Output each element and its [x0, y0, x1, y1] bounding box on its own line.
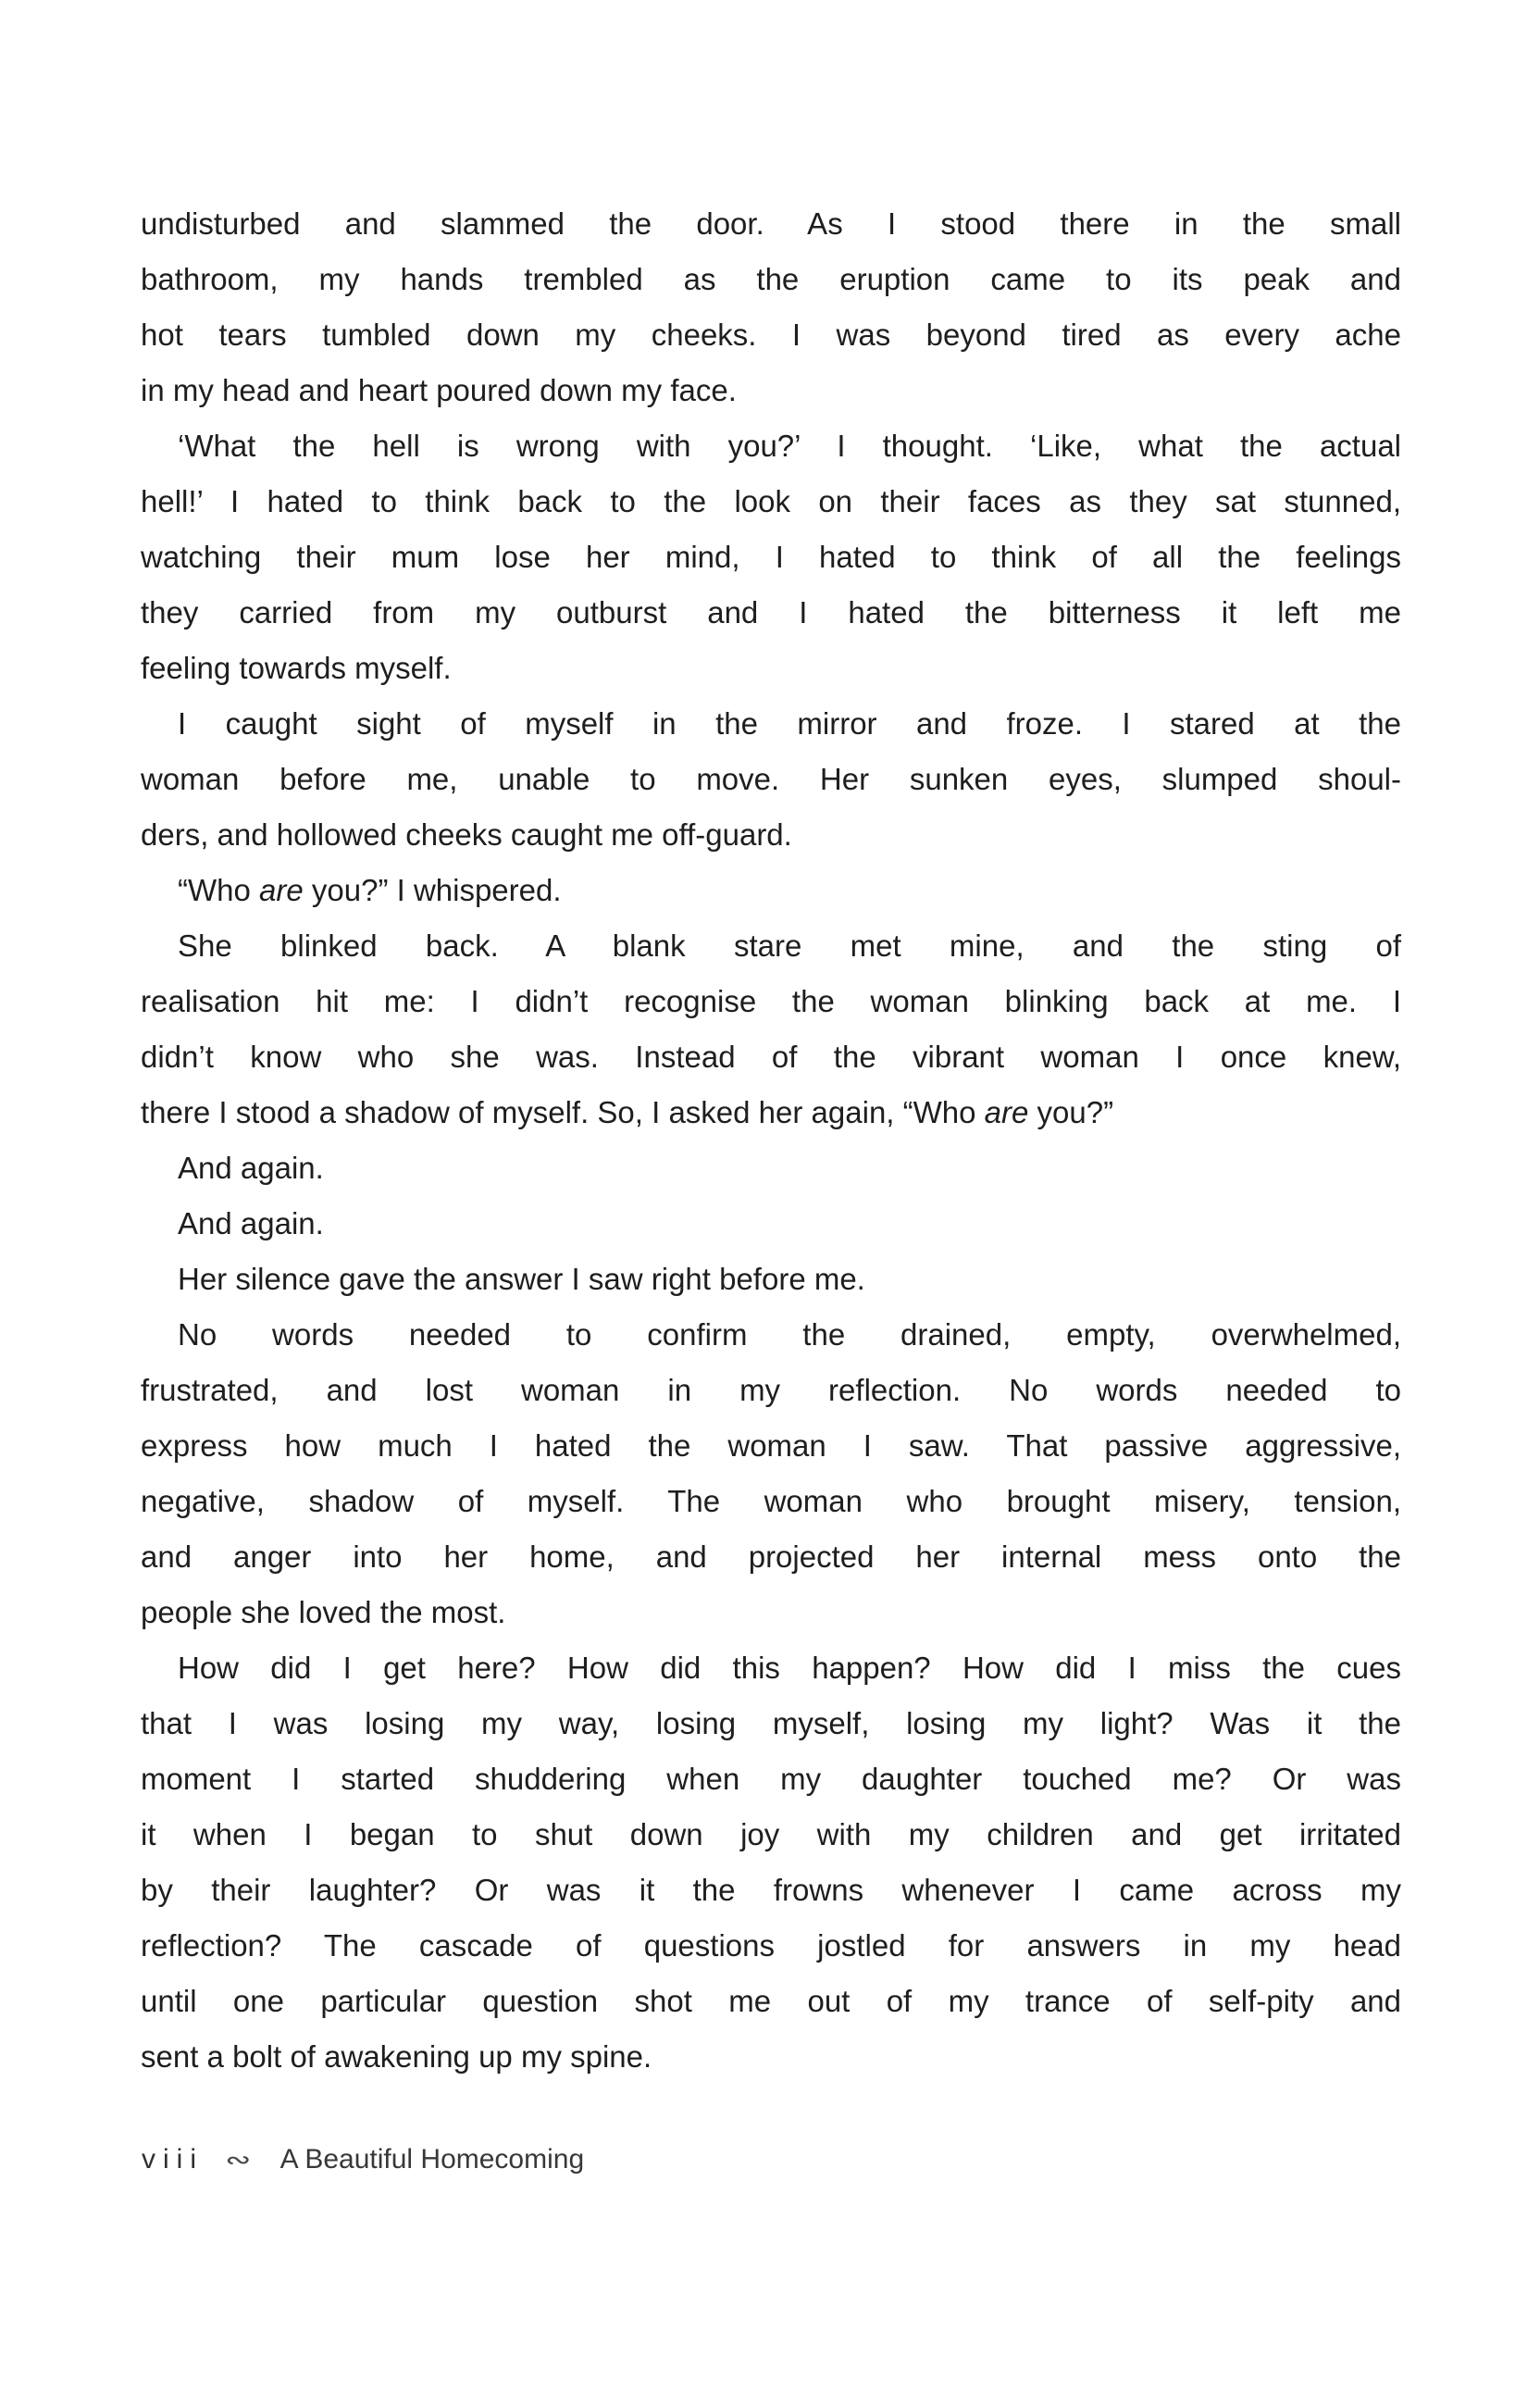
text-line: ‘What the hell is wrong with you?’ I thought. ‘Like, what the actual [178, 429, 1401, 463]
paragraph [141, 1196, 1401, 1252]
text-line: And again. [178, 1206, 324, 1240]
text-line: in my head and heart poured down my face. [141, 373, 737, 407]
text-line: that I was losing my way, losing myself, losing my light? Was it the [141, 1706, 1401, 1740]
page-text [141, 196, 1401, 2085]
text-line: they carried from my outburst and I hated the bitterness it left me [141, 595, 1401, 629]
text-line: Her silence gave the answer I saw right before me. [178, 1262, 865, 1296]
paragraph [141, 696, 1401, 863]
text-line: until one particular question shot me out of my trance of self-pity and [141, 1984, 1401, 2018]
paragraph [141, 918, 1401, 1140]
text-line: didn’t know who she was. Instead of the vibrant woman I once knew, [141, 1040, 1401, 1074]
text-line: ders, and hollowed cheeks caught me off-guard. [141, 817, 792, 852]
text-line: express how much I hated the woman I saw. That passive aggressive, [141, 1428, 1401, 1463]
text-line: and anger into her home, and projected her internal mess onto the [141, 1539, 1401, 1574]
text-line: frustrated, and lost woman in my reflection. No words needed to [141, 1373, 1401, 1407]
paragraph [141, 1307, 1401, 1640]
text-line: bathroom, my hands trembled as the eruption came to its peak and [141, 262, 1401, 296]
text-line: reflection? The cascade of questions jostled for answers in my head [141, 1928, 1401, 1963]
page-footer [142, 2144, 584, 2175]
text-line: undisturbed and slammed the door. As I stood there in the small [141, 206, 1401, 241]
text-line: “Who are you?” I whispered. [178, 873, 562, 907]
paragraph [141, 863, 1401, 918]
page-number: viii [142, 2144, 204, 2175]
paragraph [141, 1640, 1401, 2085]
text-line: negative, shadow of myself. The woman who brought misery, tension, [141, 1484, 1401, 1518]
text-line: hell!’ I hated to think back to the look on their faces as they sat stunned, [141, 484, 1401, 518]
running-book-title: A Beautiful Homecoming [279, 2144, 585, 2175]
text-line: woman before me, unable to move. Her sunken eyes, slumped shoul- [141, 762, 1401, 796]
text-line: realisation hit me: I didn’t recognise the woman blinking back at me. I [141, 984, 1401, 1018]
text-line: moment I started shuddering when my daughter touched me? Or was [141, 1762, 1401, 1796]
paragraph [141, 1140, 1401, 1196]
text-line: by their laughter? Or was it the frowns whenever I came across my [141, 1873, 1401, 1907]
paragraph [141, 418, 1401, 696]
paragraph [141, 196, 1401, 418]
text-line: How did I get here? How did this happen? How did I miss the cues [178, 1651, 1401, 1685]
text-line: She blinked back. A blank stare met mine, and the sting of [178, 929, 1401, 963]
text-line: I caught sight of myself in the mirror and froze. I stared at the [178, 706, 1401, 741]
text-line: people she loved the most. [141, 1595, 506, 1629]
footer-ornament-icon: ∾ [225, 2145, 252, 2175]
text-line: sent a bolt of awakening up my spine. [141, 2039, 652, 2074]
text-line: watching their mum lose her mind, I hated to think of all the feelings [141, 540, 1401, 574]
text-line: it when I began to shut down joy with my children and get irritated [141, 1817, 1401, 1851]
text-line: feeling towards myself. [141, 651, 452, 685]
text-line: hot tears tumbled down my cheeks. I was beyond tired as every ache [141, 318, 1401, 352]
paragraph [141, 1252, 1401, 1307]
text-line: No words needed to confirm the drained, empty, overwhelmed, [178, 1317, 1401, 1352]
text-line: there I stood a shadow of myself. So, I asked her again, “Who are you?” [141, 1095, 1114, 1129]
text-line: And again. [178, 1151, 324, 1185]
